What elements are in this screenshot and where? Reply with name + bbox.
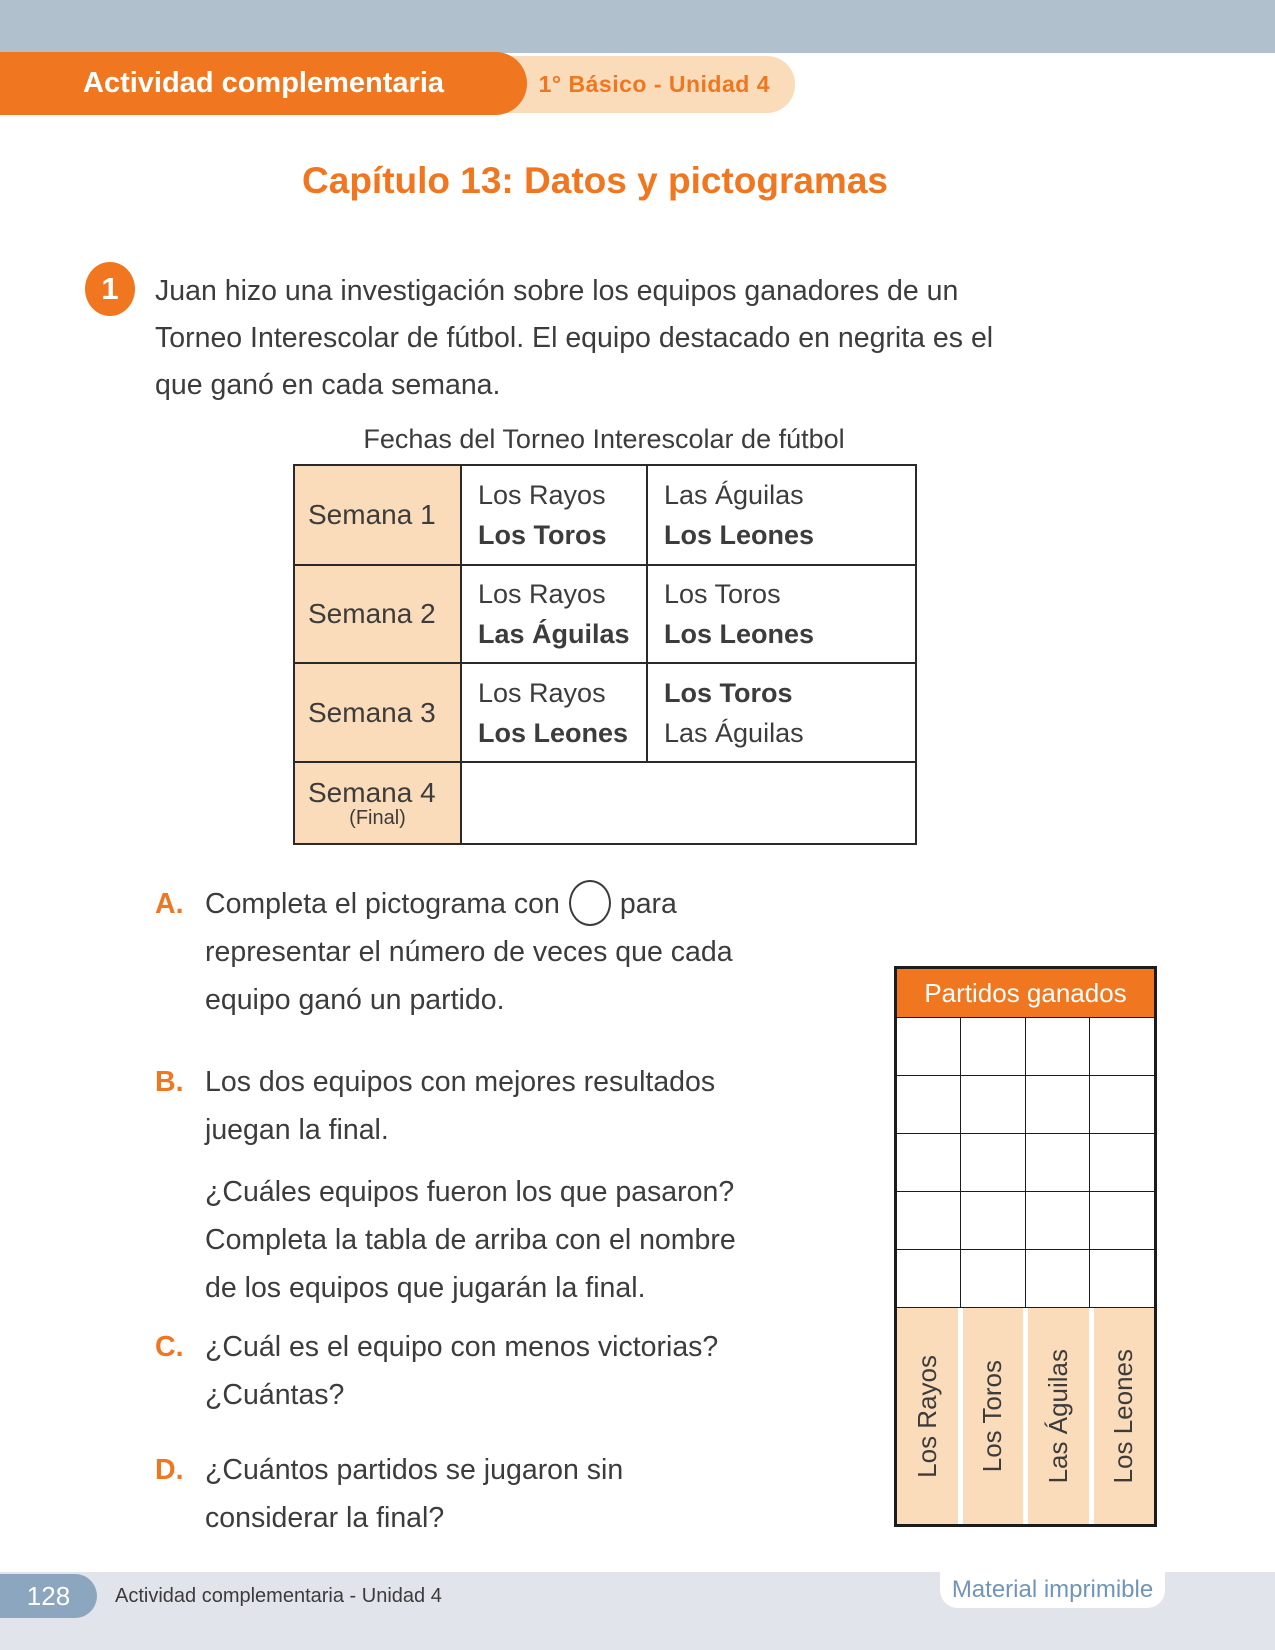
table-row: [294, 762, 916, 844]
pictogram-team-label: Las Águilas: [1042, 1348, 1073, 1484]
activity-pill: [0, 52, 527, 115]
pictogram-team-label: Los Toros: [977, 1359, 1008, 1473]
chapter-title: Capítulo 13: Datos y pictogramas: [302, 160, 888, 201]
question-c: [155, 1323, 845, 1419]
footer-label: Actividad complementaria - Unidad 4: [115, 1584, 442, 1607]
question-line: ¿Cuántas?: [205, 1379, 345, 1411]
winner-team: Los Toros: [478, 520, 607, 550]
pictogram-cell: [1090, 1192, 1154, 1250]
question-b: [155, 1058, 845, 1312]
problem-text: [155, 268, 1145, 409]
question-body: [205, 1446, 845, 1542]
team: Los Rayos: [478, 579, 606, 609]
empty-circle-icon: [569, 880, 611, 926]
question-line: Completa la tabla de arriba con el nombre: [205, 1224, 736, 1256]
table-row: [294, 663, 916, 762]
match-cell: [461, 465, 647, 565]
pictogram-team-cell: [1094, 1308, 1155, 1524]
page-number: 128: [26, 1580, 71, 1611]
week-label: Semana 3: [308, 696, 436, 728]
question-paragraph: [205, 1323, 845, 1419]
pictogram-team-label: Los Rayos: [911, 1354, 942, 1478]
question-line: ¿Cuántos partidos se jugaron sin: [205, 1454, 624, 1486]
winner-team: Los Leones: [664, 619, 815, 649]
winner-team: Los Leones: [664, 520, 815, 550]
problem-line: Torneo Interescolar de fútbol. El equipo destacado en negrita es el: [155, 322, 994, 354]
team: Los Rayos: [478, 480, 606, 510]
question-line: ¿Cuál es el equipo con menos victorias?: [205, 1331, 719, 1363]
table-row: [294, 565, 916, 663]
question-line: representar el número de veces que cada: [205, 936, 733, 968]
week-label: Semana 1: [308, 499, 436, 530]
pictogram-cell: [1090, 1076, 1154, 1134]
question-letter: A.: [155, 888, 184, 920]
pictogram-cell: [961, 1018, 1025, 1076]
question-body: [205, 880, 845, 1024]
problem-line: que ganó en cada semana.: [155, 369, 501, 401]
pictogram-cell: [961, 1076, 1025, 1134]
question-line: ¿Cuáles equipos fueron los que pasaron?: [205, 1176, 735, 1208]
week-cell: [294, 465, 461, 565]
week-cell: [294, 565, 461, 663]
week-label: Semana 4: [308, 776, 436, 808]
pictogram-cell: [1026, 1250, 1090, 1308]
pictogram-cell: [1026, 1018, 1090, 1076]
question-line: [205, 880, 845, 928]
pictogram-cell: [1026, 1192, 1090, 1250]
material-label: Material imprimible: [951, 1576, 1154, 1603]
final-match-cell: [461, 762, 916, 844]
pictogram-cell: [897, 1192, 961, 1250]
problem-number: 1: [101, 271, 119, 306]
unit-label: 1° Básico - Unidad 4: [538, 71, 770, 97]
question-letter: D.: [155, 1454, 184, 1486]
team: Los Toros: [664, 579, 781, 609]
question-d: [155, 1446, 845, 1542]
question-text: Completa el pictograma con: [205, 888, 560, 920]
question-letter: B.: [155, 1066, 184, 1098]
match-cell: [647, 565, 916, 663]
team: Las Águilas: [664, 717, 804, 748]
match-cell: [647, 663, 916, 762]
material-pill: [940, 1572, 1165, 1608]
question-paragraph: [205, 1446, 845, 1542]
winner-team: Las Águilas: [478, 619, 630, 649]
question-body: [205, 1323, 845, 1419]
week-label: Semana 2: [308, 598, 436, 629]
pictogram-cell: [1090, 1134, 1154, 1192]
week-sublabel: (Final): [349, 806, 406, 829]
pictogram-grid: [897, 1018, 1154, 1308]
question-letter: C.: [155, 1331, 184, 1363]
activity-label: Actividad complementaria: [83, 67, 444, 99]
question-line: juegan la final.: [205, 1114, 389, 1146]
pictogram-cell: [897, 1018, 961, 1076]
question-paragraph: [205, 1168, 845, 1312]
match-cell: [647, 465, 916, 565]
question-line: considerar la final?: [205, 1502, 445, 1534]
question-body: [205, 1058, 845, 1312]
question-line: de los equipos que jugarán la final.: [205, 1272, 646, 1304]
pictogram-cell: [897, 1134, 961, 1192]
pictogram-cell: [1026, 1134, 1090, 1192]
schedule-table: [293, 464, 917, 845]
pictogram-team-cell: [1028, 1308, 1089, 1524]
pictogram-team-cell: [963, 1308, 1024, 1524]
page-number-pill: [0, 1574, 97, 1618]
pictogram-team-row: [897, 1308, 1154, 1524]
question-line: equipo ganó un partido.: [205, 984, 505, 1016]
pictogram-cell: [961, 1192, 1025, 1250]
question-line: Los dos equipos con mejores resultados: [205, 1066, 716, 1098]
pictogram-table: [894, 966, 1157, 1527]
pictogram-title: Partidos ganados: [897, 969, 1154, 1018]
winner-team: Los Leones: [478, 717, 629, 748]
top-banner: [0, 0, 1275, 53]
pictogram-team-cell: [897, 1308, 958, 1524]
pictogram-cell: [1090, 1018, 1154, 1076]
match-cell: [461, 663, 647, 762]
week-cell: [294, 762, 461, 844]
table-row: [294, 465, 916, 565]
pictogram-cell: [1026, 1076, 1090, 1134]
match-cell: [461, 565, 647, 663]
pictogram-cell: [1090, 1250, 1154, 1308]
team: Las Águilas: [664, 480, 804, 510]
question-a: [155, 880, 845, 1024]
pictogram-cell: [897, 1250, 961, 1308]
problem-number-badge: [85, 262, 135, 316]
question-text: para: [619, 888, 677, 920]
pictogram-team-label: Los Leones: [1108, 1348, 1139, 1484]
winner-team: Los Toros: [664, 677, 793, 708]
week-cell: [294, 663, 461, 762]
schedule-caption: Fechas del Torneo Interescolar de fútbol: [363, 424, 845, 454]
pictogram-cell: [897, 1076, 961, 1134]
question-paragraph: [205, 1058, 845, 1154]
problem-line: Juan hizo una investigación sobre los equipos ganadores de un: [155, 275, 959, 307]
pictogram-cell: [961, 1134, 1025, 1192]
pictogram-cell: [961, 1250, 1025, 1308]
team: Los Rayos: [478, 677, 606, 708]
question-paragraph: [205, 880, 845, 1024]
